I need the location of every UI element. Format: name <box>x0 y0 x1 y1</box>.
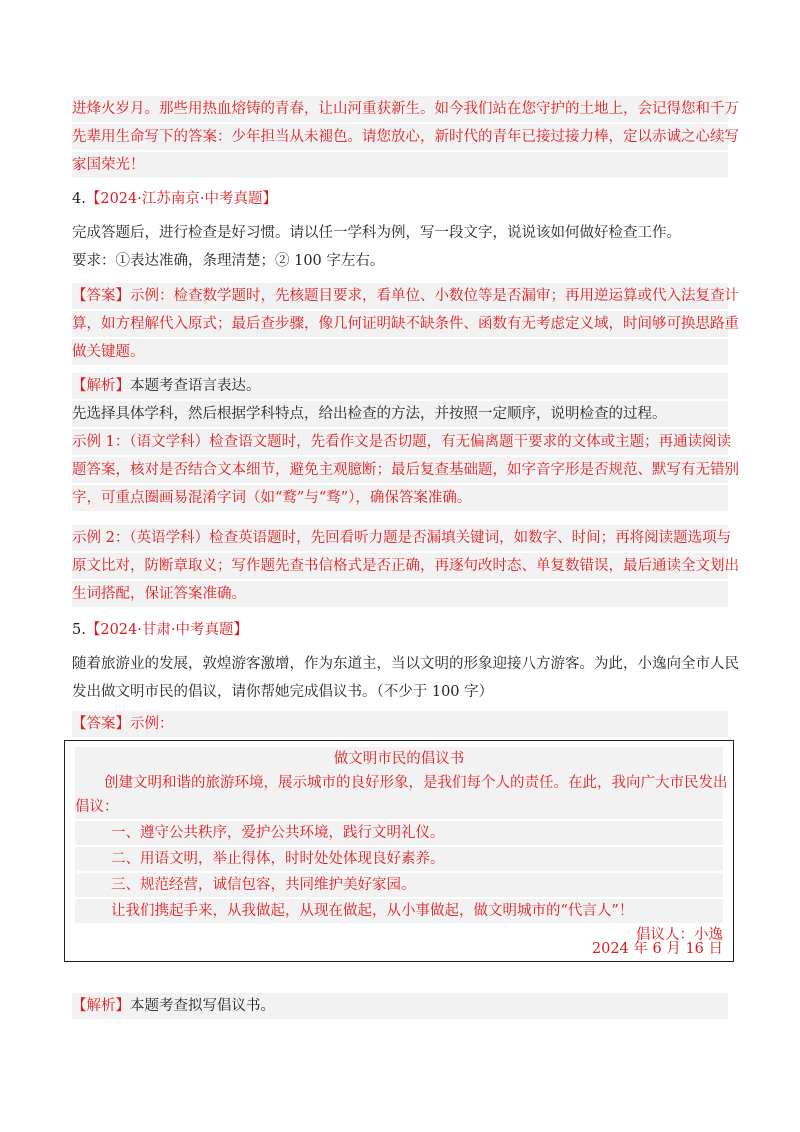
letter-date: 2024 年 6 月 16 日 <box>591 941 723 957</box>
analysis-tag: 【解析】 <box>72 378 130 394</box>
letter-signer: 倡议人：小逸 <box>636 927 723 943</box>
question-number: 4. <box>72 191 86 207</box>
q4-answer-line-3: 做关键题。 <box>72 339 728 365</box>
q4-analysis-line-5: 字，可重点圈画易混淆字词（如“鹜”与“骛”），确保答案准确。 <box>72 485 728 511</box>
source-tag: 【2024·江苏南京·中考真题】 <box>85 191 277 207</box>
q4-analysis-line-8: 生词搭配，保证答案准确。 <box>72 581 728 607</box>
analysis-tag: 【解析】 <box>72 998 130 1014</box>
letter-closing: 让我们携起手来，从我做起，从现在做起，从小事做起，做文明城市的“代言人”！ <box>75 899 723 923</box>
q4-answer-line-2: 算，如方程解代入原式；最后查步骤，像几何证明缺不缺条件、函数有无考虑定义域，时间够可换思路重 <box>72 311 728 337</box>
prev-answer-line-3: 家国荣光！ <box>72 152 728 178</box>
question-5-header <box>72 617 728 643</box>
question-number: 5. <box>72 622 86 638</box>
letter-item-2: 二、用语文明，举止得体，时时处处体现良好素养。 <box>75 847 723 871</box>
q4-analysis-line-2: 先选择具体学科，然后根据学科特点，给出检查的方法，并按照一定顺序，说明检查的过程。 <box>72 401 728 427</box>
answer-tag: 【答案】 <box>72 716 130 732</box>
question-4-header <box>72 186 728 212</box>
question-5-prompt-line-2: 发出做文明市民的倡议，请你帮她完成倡议书。（不少于 100 字） <box>72 684 494 700</box>
q4-analysis-line-4: 题答案，核对是否结合文本细节，避免主观臆断；最后复查基础题，如字音字形是否规范、默写有无错别 <box>72 457 728 483</box>
q4-analysis-line-6: 示例 2：（英语学科）检查英语题时，先回看听力题是否漏填关键词，如数字、时间；再将阅读题选项与 <box>72 525 728 551</box>
letter-intro-line-1: 创建文明和谐的旅游环境，展示城市的良好形象，是我们每个人的责任。在此，我向广大市民发出 <box>75 771 723 795</box>
question-4-requirement: 要求：①表达准确，条理清楚；② 100 字左右。 <box>72 253 385 269</box>
prev-answer-line-1: 进烽火岁月。那些用热血熔铸的青春，让山河重获新生。如今我们站在您守护的土地上，会记得您和千万 <box>72 96 728 122</box>
q4-analysis-line-3: 示例 1：（语文学科）检查语文题时，先看作文是否切题，有无偏离题干要求的文体或主题；再通读阅读 <box>72 429 728 455</box>
q5-analysis: 【解析】本题考查拟写倡议书。 <box>72 993 728 1019</box>
question-5-prompt-line-1: 随着旅游业的发展，敦煌游客激增，作为东道主，当以文明的形象迎接八方游客。为此，小逸向全市人民 <box>72 656 739 672</box>
prev-answer-line-2: 先辈用生命写下的答案：少年担当从未褪色。请您放心，新时代的青年已接过接力棒，定以赤诚之心续写 <box>72 124 728 150</box>
letter-item-3: 三、规范经营，诚信包容，共同维护美好家园。 <box>75 873 723 897</box>
source-tag: 【2024·甘肃·中考真题】 <box>85 622 248 638</box>
letter-item-1: 一、遵守公共秩序，爱护公共环境，践行文明礼仪。 <box>75 821 723 845</box>
q5-answer-label: 【答案】示例： <box>72 711 728 737</box>
proposal-letter-box <box>64 740 734 962</box>
q4-analysis-line-1: 【解析】本题考查语言表达。 <box>72 373 728 399</box>
question-4-prompt: 完成答题后，进行检查是好习惯。请以任一学科为例，写一段文字，说说该如何做好检查工作。 <box>72 225 681 241</box>
answer-tag: 【答案】 <box>72 288 130 304</box>
letter-intro-line-2: 倡议： <box>75 795 723 819</box>
q4-analysis-line-7: 原文比对，防断章取义；写作题先查书信格式是否正确，再逐句改时态、单复数错误，最后通读全文划出 <box>72 553 728 579</box>
q4-answer-line-1: 【答案】示例：检查数学题时，先核题目要求，看单位、小数位等是否漏审；再用逆运算或代入法复查计 <box>72 283 728 309</box>
letter-title: 做文明市民的倡议书 <box>75 747 723 771</box>
